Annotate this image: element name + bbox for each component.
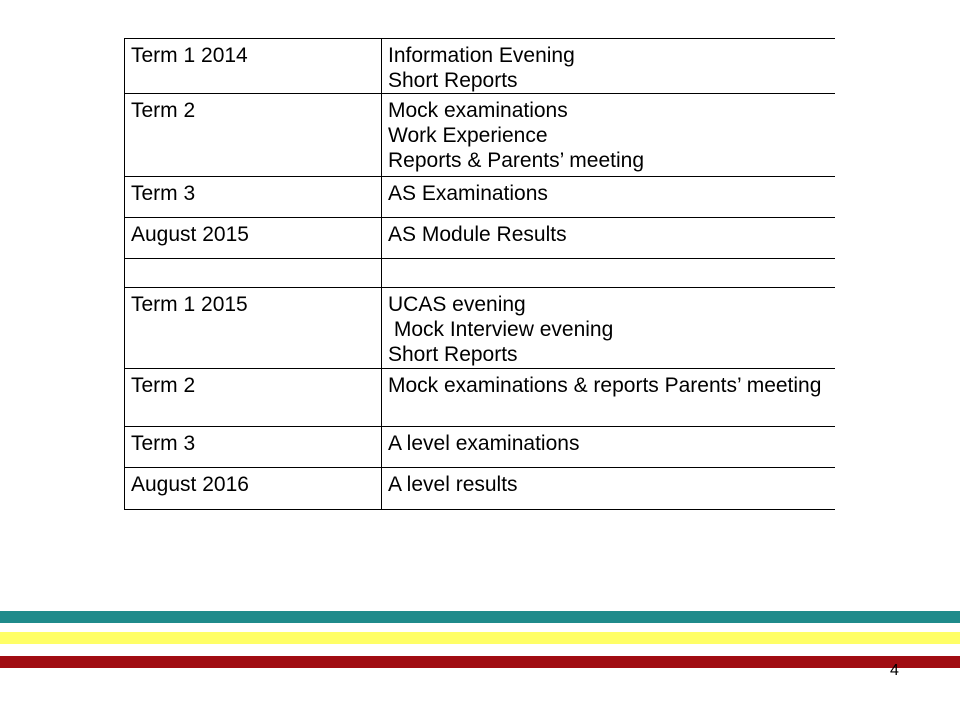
event-text: A level examinations — [388, 432, 580, 455]
table-row — [125, 218, 835, 259]
events-cell — [382, 288, 835, 369]
event-text: Short Reports — [388, 69, 518, 92]
event-text: Mock examinations & reports Parents’ meeting — [388, 374, 822, 397]
period-cell: Term 2 — [125, 369, 382, 427]
period-cell: August 2015 — [125, 218, 382, 259]
period-cell: Term 2 — [125, 94, 382, 177]
event-text: AS Examinations — [388, 182, 548, 205]
period-cell: Term 1 2014 — [125, 39, 382, 94]
event-text: A level results — [388, 473, 518, 496]
schedule-table — [124, 38, 835, 510]
events-cell — [382, 468, 835, 510]
table-row — [125, 369, 835, 427]
teal-stripe — [0, 611, 960, 623]
table-row — [125, 39, 835, 94]
period-cell: Term 3 — [125, 427, 382, 468]
events-cell — [382, 177, 835, 218]
event-text: AS Module Results — [388, 223, 567, 246]
event-text: Short Reports — [388, 343, 518, 366]
table-row — [125, 94, 835, 177]
event-text: UCAS evening — [388, 293, 526, 316]
red-stripe — [0, 656, 960, 668]
period-cell — [125, 259, 382, 288]
table-row — [125, 259, 835, 288]
event-text: Work Experience — [388, 124, 548, 147]
yellow-stripe — [0, 632, 960, 644]
period-cell: Term 1 2015 — [125, 288, 382, 369]
events-cell — [382, 94, 835, 177]
events-cell — [382, 369, 835, 427]
table-row — [125, 288, 835, 369]
period-cell: Term 3 — [125, 177, 382, 218]
events-cell — [382, 218, 835, 259]
period-cell: August 2016 — [125, 468, 382, 510]
events-cell — [382, 259, 835, 288]
events-cell — [382, 39, 835, 94]
event-text: Information Evening — [388, 44, 575, 67]
event-text: Mock Interview evening — [388, 318, 614, 341]
table-row — [125, 177, 835, 218]
event-text: Mock examinations — [388, 99, 568, 122]
table-row — [125, 427, 835, 468]
page-number: 4 — [890, 662, 899, 679]
table-row — [125, 468, 835, 510]
event-text: Reports & Parents’ meeting — [388, 149, 645, 172]
events-cell — [382, 427, 835, 468]
